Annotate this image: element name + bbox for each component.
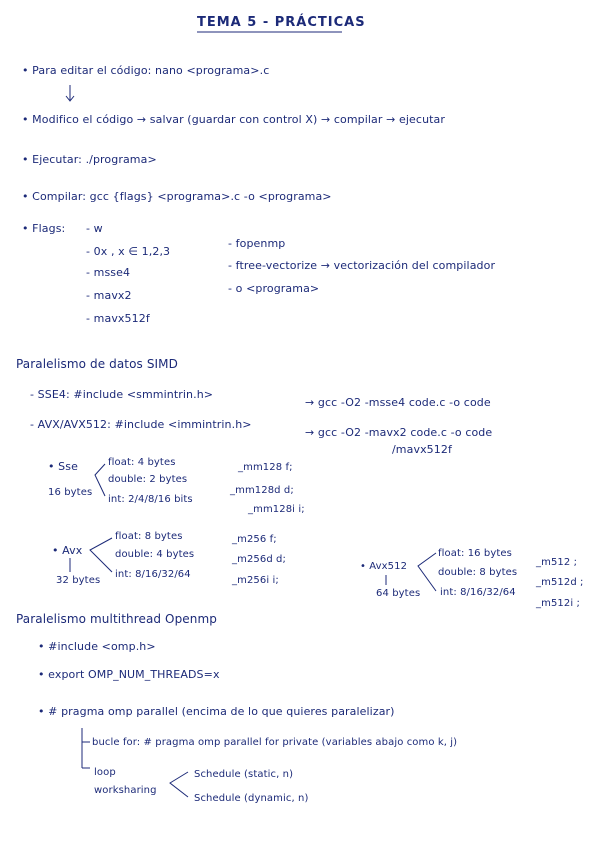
section-heading-openmp: Paralelismo multithread Openmp: [16, 612, 217, 626]
sse-intrinsic-type: _mm128d d;: [230, 485, 294, 496]
avx-type-item: int: 8/16/32/64: [115, 569, 191, 580]
sse-type-item: float: 4 bytes: [108, 457, 176, 468]
omp-schedule-dynamic: Schedule (dynamic, n): [194, 793, 309, 804]
avx-intrinsic-type: _m256d d;: [232, 554, 286, 565]
avx512-intrinsic-type: _m512d ;: [536, 577, 584, 588]
sse-compile-command: → gcc -O2 -msse4 code.c -o code: [305, 396, 491, 409]
flag-item: - mavx512f: [86, 312, 150, 325]
avx512-label: • Avx512: [360, 561, 408, 572]
avx-type-item: double: 4 bytes: [115, 549, 195, 560]
avx-include: - AVX/AVX512: #include <immintrin.h>: [30, 418, 252, 431]
omp-worksharing-label: worksharing: [94, 785, 157, 796]
bullet-flags: • Flags:: [22, 222, 66, 235]
flag-item: - o <programa>: [228, 282, 320, 295]
sse-intrinsic-type: _mm128 f;: [238, 462, 293, 473]
flag-item: - fopenmp: [228, 237, 286, 250]
sse-label: • Sse: [48, 460, 78, 473]
bullet-execute: • Ejecutar: ./programa>: [22, 153, 157, 166]
avx-bytes: 32 bytes: [56, 575, 101, 586]
flag-item: - ftree-vectorize → vectorización del compilador: [228, 259, 496, 272]
flag-item: - msse4: [86, 266, 131, 279]
avx512-type-item: double: 8 bytes: [438, 567, 518, 578]
bullet-compile: • Compilar: gcc {flags} <programa>.c -o <programa>: [22, 190, 332, 203]
avx-intrinsic-type: _m256i i;: [232, 575, 279, 586]
flag-item: - mavx2: [86, 289, 132, 302]
avx512-intrinsic-type: _m512i ;: [536, 598, 580, 609]
omp-bucle-for: bucle for: # pragma omp parallel for private (variables abajo como k, j): [92, 737, 458, 748]
avx512-flag: /mavx512f: [392, 443, 452, 456]
page-title: TEMA 5 - PRÁCTICAS: [197, 15, 366, 30]
omp-include: • #include <omp.h>: [38, 640, 156, 653]
sse-type-item: double: 2 bytes: [108, 474, 188, 485]
section-heading-simd: Paralelismo de datos SIMD: [16, 357, 178, 371]
avx-label: • Avx: [52, 544, 83, 557]
omp-loop-label: loop: [94, 767, 116, 778]
avx512-intrinsic-type: _m512 ;: [536, 557, 578, 568]
avx-type-item: float: 8 bytes: [115, 531, 183, 542]
avx-intrinsic-type: _m256 f;: [232, 534, 277, 545]
sse-bytes: 16 bytes: [48, 487, 93, 498]
omp-export: • export OMP_NUM_THREADS=x: [38, 668, 220, 681]
flag-item: - w: [86, 222, 103, 235]
avx-compile-command: → gcc -O2 -mavx2 code.c -o code: [305, 426, 493, 439]
omp-pragma: • # pragma omp parallel (encima de lo que quieres paralelizar): [38, 705, 395, 718]
omp-schedule-static: Schedule (static, n): [194, 769, 294, 780]
bullet-edit: • Para editar el código: nano <programa>.c: [22, 64, 270, 77]
avx512-bytes: 64 bytes: [376, 588, 421, 599]
sse-type-item: int: 2/4/8/16 bits: [108, 494, 193, 505]
bullet-workflow: • Modifico el código → salvar (guardar con control X) → compilar → ejecutar: [22, 113, 446, 126]
sse-include: - SSE4: #include <smmintrin.h>: [30, 388, 214, 401]
flag-item: - 0x , x ∈ 1,2,3: [86, 245, 171, 258]
avx512-type-item: int: 8/16/32/64: [440, 587, 516, 598]
avx512-type-item: float: 16 bytes: [438, 548, 512, 559]
sse-intrinsic-type: _mm128i i;: [248, 504, 305, 515]
